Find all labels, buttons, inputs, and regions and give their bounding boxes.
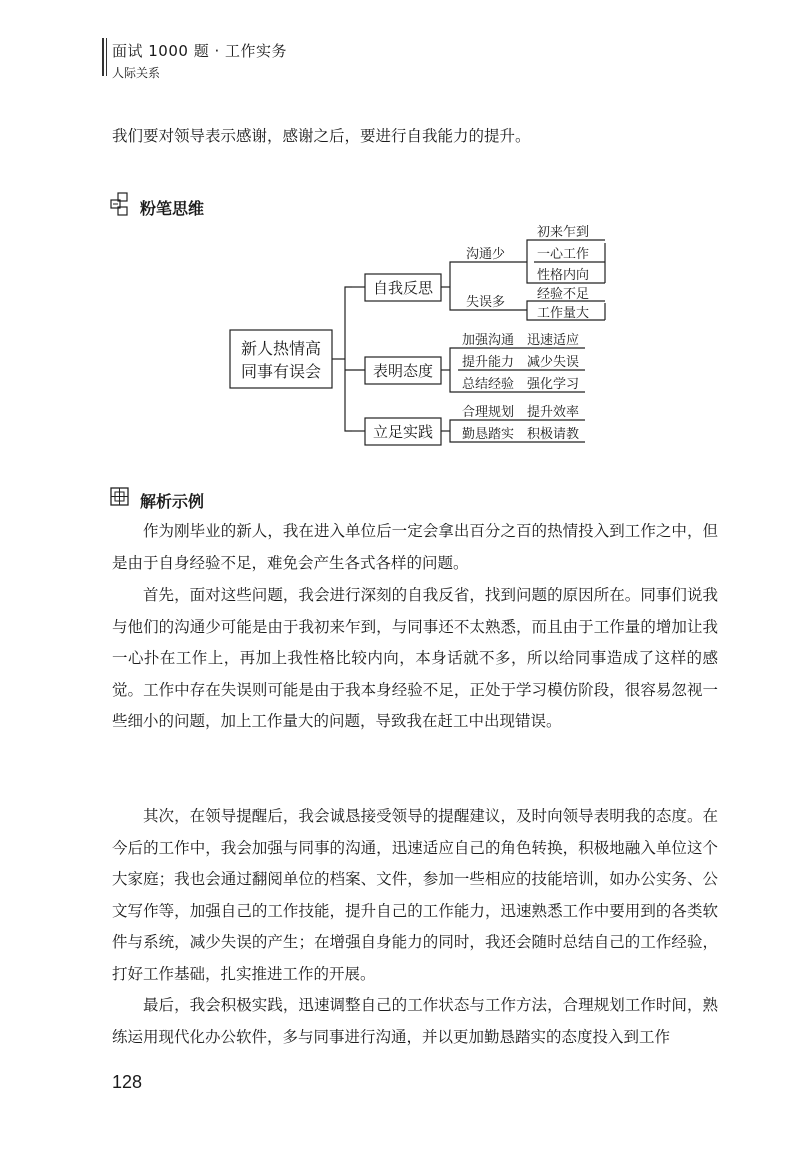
header-subtitle: 人际关系 <box>112 66 161 80</box>
branch-1-label: 自我反思 <box>372 279 434 297</box>
paragraph-1: 作为刚毕业的新人，我在进入单位后一定会拿出百分之百的热情投入到工作之中，但是由于自身经验不足，难免会产生各式各样的问题。 <box>112 522 718 572</box>
paragraph-4: 最后，我会积极实践，迅速调整自己的工作状态与工作方法，合理规划工作时间，熟练运用现代化办公软件，多与同事进行沟通，并以更加勤恳踏实的态度投入到工作 <box>112 996 718 1046</box>
leaf-4: 经验不足 <box>537 287 590 302</box>
mindmap-root-line1: 新人热情高 <box>240 339 322 358</box>
leaf-5: 工作量大 <box>537 306 590 321</box>
paragraph-3: 其次，在领导提醒后，我会诚恳接受领导的提醒建议，及时向领导表明我的态度。在今后的工作中，我会加强与同事的沟通，迅速适应自己的角色转换，积极地融入单位这个大家庭；我也会通过翻阅单位的档案、文件，参加一些相应的技能培训，如办公实务、公文写作等，加强自己的工作技能，提升自己的工作能力，迅速熟悉工作中要用到的各类软件与系统，减少失误的产生；在增强自身能力的同时，我还会随时总结自己的工作经验，打好工作基础，扎实推进工作的开展。 <box>112 807 718 983</box>
leaf-1: 初来乍到 <box>537 225 590 240</box>
page-number: 128 <box>112 1072 143 1092</box>
mind-map <box>0 215 800 450</box>
pair-1b: 迅速适应 <box>527 333 580 348</box>
chalk-icon <box>108 192 130 216</box>
sub-label-2: 失误多 <box>466 295 506 310</box>
pair-3a: 总结经验 <box>462 377 515 392</box>
branch-3-label: 立足实践 <box>372 423 434 441</box>
sub-label-1: 沟通少 <box>466 247 506 262</box>
branch-2-label: 表明态度 <box>372 362 434 380</box>
leaf-2: 一心工作 <box>537 247 590 262</box>
pair-3b: 强化学习 <box>527 377 580 392</box>
pair-2b: 减少失误 <box>527 355 580 370</box>
header-title: 面试 1000 题 · 工作实务 <box>112 42 288 60</box>
mindmap-root-line2: 同事有误会 <box>240 362 322 381</box>
intro-text: 我们要对领导表示感谢，感谢之后，要进行自我能力的提升。 <box>112 127 531 145</box>
paragraph-2: 首先，面对这些问题，我会进行深刻的自我反省，找到问题的原因所在。同事们说我与他们的沟通少可能是由于我初来乍到，与同事还不太熟悉，而且由于工作量的增加让我一心扑在工作上，再加上我性格比较内向，本身话就不多，所以给同事造成了这样的感觉。工作中存在失误则可能是由于我本身经验不足，正处于学习模仿阶段，很容易忽视一些细小的问题，加上工作量大的问题，导致我在赶工中出现错误。 <box>112 586 718 730</box>
pair-4a: 合理规划 <box>462 405 515 420</box>
leaf-3: 性格内向 <box>537 268 590 283</box>
header-rule-thin <box>106 38 107 76</box>
pair-5b: 积极请教 <box>527 427 580 442</box>
pair-1a: 加强沟通 <box>462 333 515 348</box>
pair-2a: 提升能力 <box>462 355 515 370</box>
pair-5a: 勤恳踏实 <box>462 427 515 442</box>
grid-icon <box>110 487 130 507</box>
header-rule <box>102 38 104 76</box>
section2-title: 解析示例 <box>140 492 205 511</box>
pair-4b: 提升效率 <box>527 405 580 420</box>
section1-title: 粉笔思维 <box>140 199 205 218</box>
